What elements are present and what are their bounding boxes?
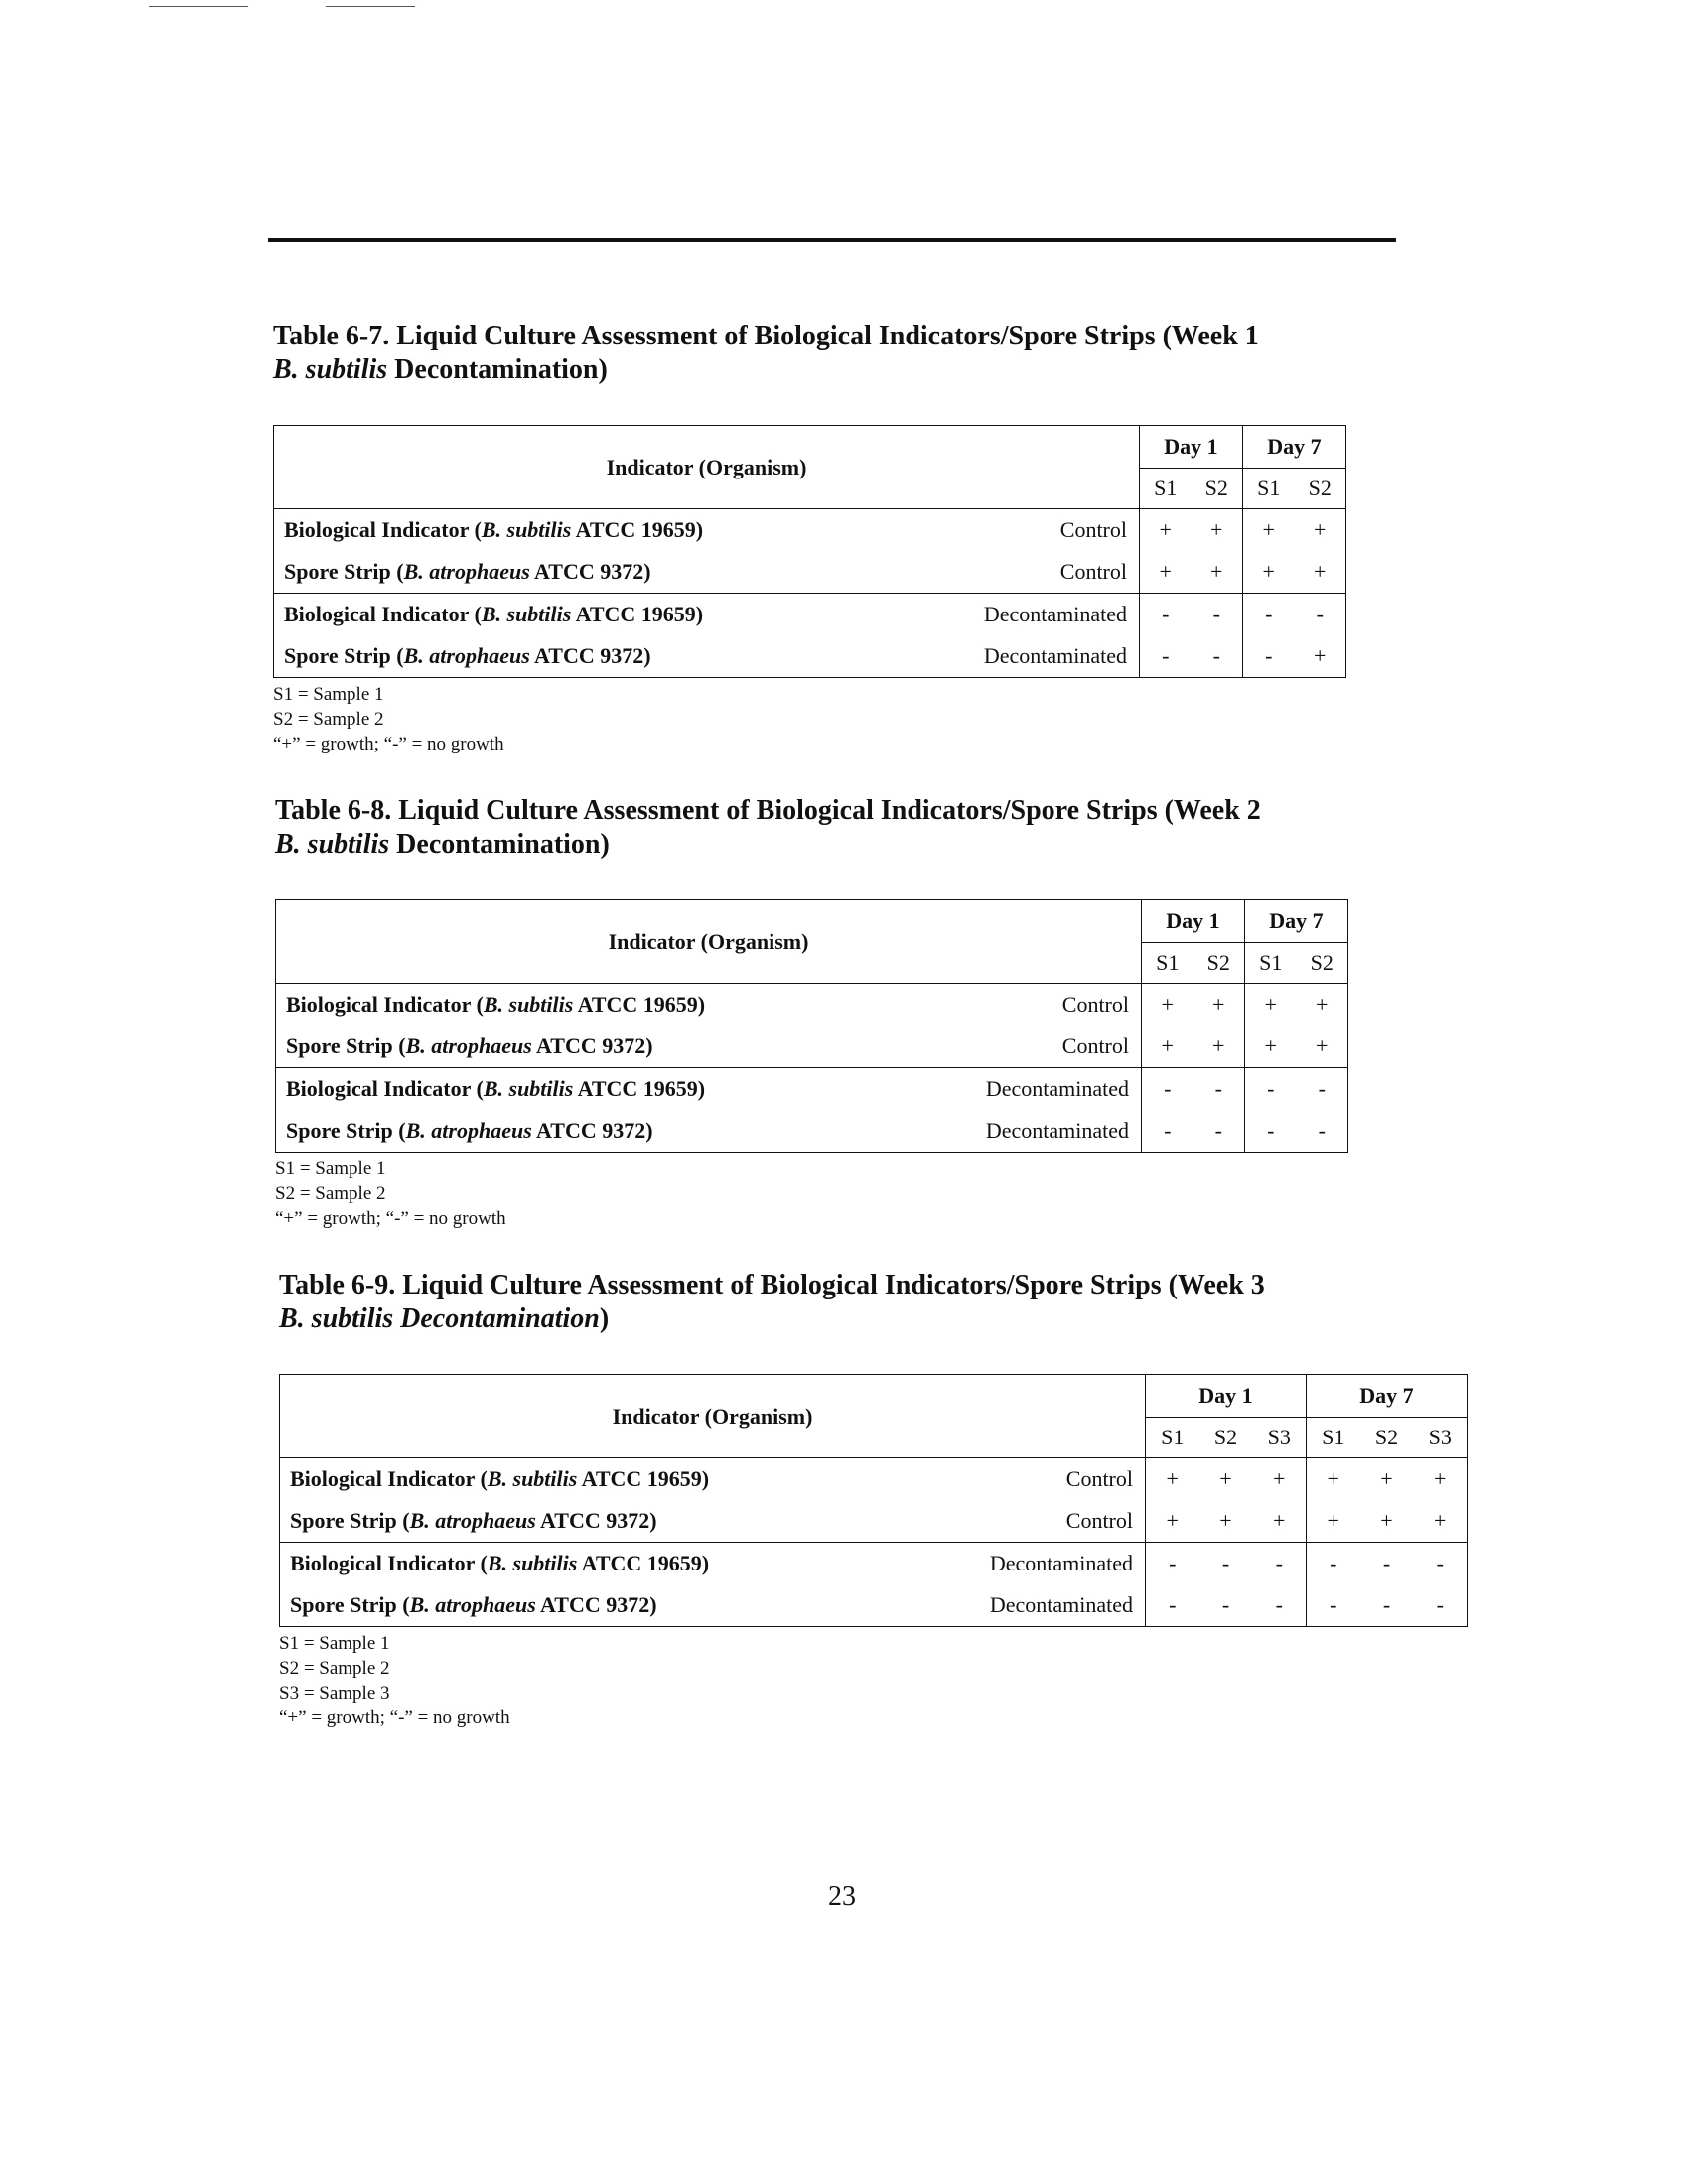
scan-mark [149, 6, 248, 7]
indicator-text: Spore Strip ( [284, 643, 404, 668]
column-header-indicator: Indicator (Organism) [276, 900, 1142, 984]
growth-result: - [1245, 1110, 1297, 1153]
condition-label: Decontaminated [852, 1068, 1142, 1111]
note-line: S1 = Sample 1 [273, 684, 384, 705]
growth-result: - [1253, 1543, 1307, 1585]
growth-result: + [1295, 509, 1346, 552]
organism-name: B. atrophaeus [405, 1033, 532, 1058]
growth-result: + [1192, 551, 1243, 594]
header-rule [268, 238, 1396, 242]
table-row [276, 1025, 1348, 1068]
organism-name: B. subtilis [487, 1551, 578, 1575]
organism-name: B. atrophaeus [403, 643, 530, 668]
growth-result: - [1414, 1543, 1468, 1585]
growth-result: + [1414, 1458, 1468, 1501]
indicator-text: ATCC 19659) [573, 1076, 706, 1101]
column-header-day1: Day 1 [1140, 426, 1243, 469]
indicator-text: ATCC 19659) [577, 1466, 710, 1491]
caption-text: Decontamination) [389, 829, 610, 860]
organism-name: B. atrophaeus [409, 1592, 536, 1617]
sample-header: S2 [1193, 943, 1245, 984]
note-line: S2 = Sample 2 [279, 1658, 390, 1679]
organism-name: B. atrophaeus [405, 1118, 532, 1143]
sample-header: S2 [1192, 469, 1243, 509]
table-section [275, 794, 1417, 1231]
growth-result: - [1414, 1584, 1468, 1627]
growth-result: + [1297, 984, 1348, 1026]
sample-header: S3 [1414, 1418, 1468, 1458]
growth-result: - [1295, 594, 1346, 636]
caption-line: Table 6-7. Liquid Culture Assessment of Biological Indicators/Spore Strips (Week 1 [273, 321, 1259, 351]
growth-result: + [1360, 1458, 1414, 1501]
growth-result: - [1360, 1584, 1414, 1627]
indicator-text: Spore Strip ( [290, 1592, 410, 1617]
column-header-indicator: Indicator (Organism) [280, 1375, 1146, 1458]
table-row [280, 1543, 1468, 1585]
organism-name: B. atrophaeus [409, 1508, 536, 1533]
indicator-text: ATCC 19659) [577, 1551, 710, 1575]
growth-result: + [1297, 1025, 1348, 1068]
organism-name: B. subtilis [483, 1076, 574, 1101]
growth-result: - [1297, 1068, 1348, 1111]
growth-result: - [1192, 594, 1243, 636]
note-line: S2 = Sample 2 [275, 1183, 386, 1204]
organism-name: B. subtilis [483, 992, 574, 1017]
growth-result: + [1243, 509, 1295, 552]
growth-result: - [1199, 1543, 1253, 1585]
growth-result: + [1253, 1458, 1307, 1501]
table-row [276, 984, 1348, 1026]
note-line: S2 = Sample 2 [273, 709, 384, 730]
data-table [275, 899, 1348, 1153]
growth-result: + [1193, 984, 1245, 1026]
indicator-text: Biological Indicator ( [286, 1076, 484, 1101]
indicator-name [280, 1584, 856, 1627]
table-row [280, 1500, 1468, 1543]
caption-italic: B. subtilis [275, 829, 390, 860]
indicator-name [274, 509, 850, 552]
indicator-name [274, 635, 850, 678]
table-row [276, 1110, 1348, 1153]
indicator-text: ATCC 19659) [571, 517, 704, 542]
indicator-name [276, 1025, 852, 1068]
column-header-day7: Day 7 [1243, 426, 1346, 469]
growth-result: - [1192, 635, 1243, 678]
condition-label: Control [1059, 559, 1127, 584]
growth-result: + [1380, 1508, 1393, 1533]
caption-line [275, 828, 1417, 862]
caption-line: Table 6-9. Liquid Culture Assessment of Biological Indicators/Spore Strips (Week 3 [279, 1270, 1265, 1300]
column-header-indicator: Indicator (Organism) [274, 426, 1140, 509]
caption-italic: B. subtilis [273, 354, 388, 385]
page-number: 23 [828, 1881, 856, 1912]
condition-label: Decontaminated [852, 1110, 1142, 1153]
growth-result: - [1140, 594, 1192, 636]
indicator-text: Spore Strip ( [284, 559, 404, 584]
column-header-day1: Day 1 [1142, 900, 1245, 943]
column-header-day7: Day 7 [1245, 900, 1348, 943]
table-row [276, 1068, 1348, 1111]
growth-result: + [1146, 1458, 1199, 1501]
sample-header: S2 [1199, 1418, 1253, 1458]
indicator-text: ATCC 19659) [571, 602, 704, 626]
caption-italic: B. subtilis Decontamination [279, 1303, 600, 1334]
indicator-name [274, 551, 850, 594]
growth-result: - [1199, 1584, 1253, 1627]
growth-result: - [1146, 1584, 1199, 1627]
sample-header: S2 [1295, 469, 1346, 509]
indicator-text: Spore Strip ( [286, 1118, 406, 1143]
growth-result: + [1142, 1025, 1193, 1068]
table-section [273, 320, 1415, 756]
table-row [274, 594, 1346, 636]
organism-name: B. subtilis [481, 602, 572, 626]
note-line: “+” = growth; “-” = no growth [275, 1208, 506, 1229]
note-line: “+” = growth; “-” = no growth [273, 734, 504, 754]
growth-result: - [1193, 1068, 1245, 1111]
table-row [274, 551, 1346, 594]
indicator-name [276, 1110, 852, 1153]
indicator-text: ATCC 9372) [529, 643, 651, 668]
table-section [279, 1269, 1468, 1730]
note-line: S3 = Sample 3 [279, 1683, 390, 1704]
column-header-day1: Day 1 [1146, 1375, 1307, 1418]
table-caption [273, 320, 1415, 387]
growth-result: + [1219, 1508, 1232, 1533]
indicator-name [280, 1500, 856, 1543]
growth-result: - [1243, 635, 1295, 678]
sample-header: S1 [1243, 469, 1295, 509]
organism-name: B. subtilis [481, 517, 572, 542]
growth-result: + [1295, 635, 1346, 678]
caption-line: Table 6-8. Liquid Culture Assessment of Biological Indicators/Spore Strips (Week 2 [275, 795, 1261, 826]
indicator-text: ATCC 9372) [535, 1508, 657, 1533]
scan-mark [326, 6, 415, 7]
indicator-text: ATCC 9372) [531, 1033, 653, 1058]
condition-label: Decontaminated [850, 594, 1140, 636]
sample-header: S3 [1253, 1418, 1307, 1458]
growth-result: - [1253, 1584, 1307, 1627]
indicator-text: Biological Indicator ( [286, 992, 484, 1017]
growth-result: + [1140, 551, 1192, 594]
indicator-name [280, 1458, 856, 1501]
sample-header: S1 [1245, 943, 1297, 984]
growth-result: + [1192, 509, 1243, 552]
note-line: “+” = growth; “-” = no growth [279, 1707, 510, 1728]
indicator-text: Spore Strip ( [286, 1033, 406, 1058]
organism-name: B. subtilis [487, 1466, 578, 1491]
table-caption [279, 1269, 1421, 1336]
indicator-text: Biological Indicator ( [284, 517, 482, 542]
sample-header: S1 [1146, 1418, 1199, 1458]
growth-result: - [1142, 1110, 1193, 1153]
growth-result: + [1253, 1500, 1307, 1543]
sample-header: S1 [1307, 1418, 1360, 1458]
indicator-text: ATCC 9372) [529, 559, 651, 584]
sample-header: S1 [1140, 469, 1192, 509]
table-caption [275, 794, 1417, 862]
growth-result: + [1307, 1500, 1360, 1543]
indicator-name [276, 984, 852, 1026]
condition-label: Control [856, 1458, 1146, 1501]
indicator-text: ATCC 9372) [531, 1118, 653, 1143]
growth-result: - [1146, 1543, 1199, 1585]
condition-label: Control [850, 509, 1140, 552]
growth-result: - [1307, 1543, 1360, 1585]
growth-result: + [1245, 984, 1297, 1026]
condition-label: Control [1061, 1033, 1129, 1058]
growth-result: - [1140, 635, 1192, 678]
growth-result: + [1142, 984, 1193, 1026]
caption-line [279, 1302, 1421, 1336]
column-header-day7: Day 7 [1307, 1375, 1468, 1418]
data-table [279, 1374, 1468, 1627]
table-row [280, 1458, 1468, 1501]
table-row [274, 509, 1346, 552]
growth-result: - [1245, 1068, 1297, 1111]
condition-label: Decontaminated [856, 1543, 1146, 1585]
note-line: S1 = Sample 1 [275, 1159, 386, 1179]
growth-result: - [1193, 1110, 1245, 1153]
indicator-text: Biological Indicator ( [290, 1551, 488, 1575]
indicator-text: Biological Indicator ( [284, 602, 482, 626]
indicator-name [276, 1068, 852, 1111]
condition-label: Decontaminated [856, 1584, 1146, 1627]
table-row [280, 1584, 1468, 1627]
growth-result: - [1360, 1543, 1414, 1585]
table-notes [273, 682, 1415, 756]
table-notes [279, 1631, 1468, 1730]
data-table [273, 425, 1346, 678]
table-row [274, 635, 1346, 678]
caption-text: Decontamination) [387, 354, 608, 385]
growth-result: + [1243, 551, 1295, 594]
table-notes [275, 1157, 1417, 1231]
indicator-text: Biological Indicator ( [290, 1466, 488, 1491]
indicator-text: ATCC 19659) [573, 992, 706, 1017]
growth-result: + [1140, 509, 1192, 552]
indicator-text: ATCC 9372) [535, 1592, 657, 1617]
indicator-text: Spore Strip ( [290, 1508, 410, 1533]
sample-header: S2 [1360, 1418, 1414, 1458]
organism-name: B. atrophaeus [403, 559, 530, 584]
growth-result: + [1295, 551, 1346, 594]
growth-result: - [1142, 1068, 1193, 1111]
note-line: S1 = Sample 1 [279, 1633, 390, 1654]
growth-result: - [1307, 1584, 1360, 1627]
growth-result: + [1146, 1500, 1199, 1543]
condition-label: Control [852, 984, 1142, 1026]
growth-result: - [1297, 1110, 1348, 1153]
growth-result: + [1245, 1025, 1297, 1068]
indicator-name [274, 594, 850, 636]
sample-header: S2 [1297, 943, 1348, 984]
growth-result: + [1414, 1500, 1468, 1543]
caption-line [273, 353, 1415, 387]
sample-header: S1 [1142, 943, 1193, 984]
condition-label: Control [1065, 1508, 1133, 1533]
growth-result: + [1199, 1458, 1253, 1501]
caption-text: ) [599, 1303, 610, 1334]
condition-label: Decontaminated [850, 635, 1140, 678]
indicator-name [280, 1543, 856, 1585]
growth-result: - [1243, 594, 1295, 636]
growth-result: + [1193, 1025, 1245, 1068]
growth-result: + [1307, 1458, 1360, 1501]
